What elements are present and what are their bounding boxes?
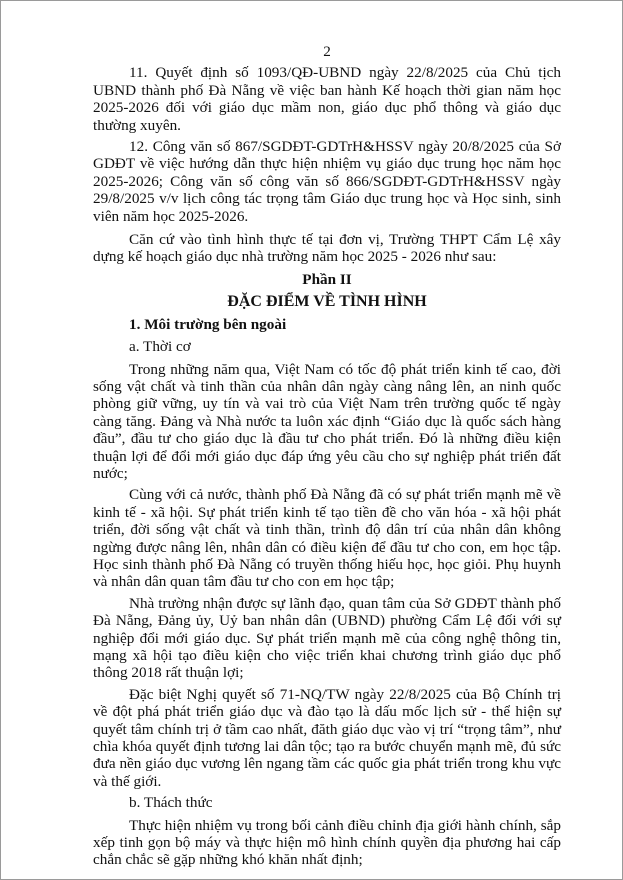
paragraph-opportunity-1: Trong những năm qua, Việt Nam có tốc độ phát triển kinh tế cao, đời sống vật chất và tinh thần của nhân dân ngày càng nâng lên, an ninh quốc phòng giữ vững, uy tín và vai trò của Việt Nam trên trường quốc tế ngày càng tăng. Đảng và Nhà nước ta luôn xác định “Giáo dục là quốc sách hàng đầu”, đầu tư cho giáo dục là đầu tư cho phát triển. Đó là những điều kiện thuận lợi để đổi mới giáo dục đáp ứng yêu cầu cho sự nghiệp phát triển đất nước; [93, 360, 561, 482]
paragraph-item-12: 12. Công văn số 867/SGDĐT-GDTrH&HSSV ngày 20/8/2025 của Sở GDĐT về việc hướng dẫn thực hiện nhiệm vụ giáo dục trung học năm học 2025-2026; Công văn số công văn số 866/SGDĐT-GDTrH&HSSV ngày 29/8/2025 v/v lịch công tác trọng tâm Giáo dục trung học và Học sinh, sinh viên năm học 2025-2026. [93, 138, 561, 225]
paragraph-item-11: 11. Quyết định số 1093/QĐ-UBND ngày 22/8/2025 của Chủ tịch UBND thành phố Đà Nẵng về việc ban hành Kế hoạch thời gian năm học 2025-2026 đối với giáo dục mầm non, giáo dục phổ thông và giáo dục thường xuyên. [93, 64, 561, 134]
part-title: Phần II [302, 270, 352, 288]
paragraph-opportunity-4: Đặc biệt Nghị quyết số 71-NQ/TW ngày 22/8/2025 của Bộ Chính trị về đột phá phát triển giáo dục và đào tạo là dấu mốc lịch sử - thể hiện sự quyết tâm chính trị ở tầm cao nhất, đăth giáo dục vào vị trí “trọng tâm”, như chìa khóa quyết định tương lai dân tộc; tạo ra bước chuyển mạnh mẽ, đủ sức đưa nền giáo dục vương lên ngang tầm các quốc gia phát triển trong khu vực và thế giới. [93, 685, 561, 790]
subsection-challenges: b. Thách thức [129, 794, 213, 812]
paragraph-challenge-1: Thực hiện nhiệm vụ trong bối cảnh điều chỉnh địa giới hành chính, sắp xếp tinh gọn bộ máy và thực hiện mô hình chính quyền địa phương hai cấp chắn chắc sẽ gặp những khó khăn nhất định; [93, 816, 561, 869]
page-content [93, 43, 561, 873]
paragraph-opportunity-3: Nhà trường nhận được sự lãnh đạo, quan tâm của Sở GDĐT thành phố Đà Nẵng, Đảng ủy, Uỷ ban nhân dân (UBND) phường Cẩm Lệ đối với sự nghiệp đổi mới giáo dục. Sự phát triển mạnh mẽ của công nghệ thông tin, mạng xã hội tạo điều kiện cho việc triển khai chương trình giáo dục phổ thông 2018 rất thuận lợi; [93, 594, 561, 682]
page-number: 2 [323, 43, 331, 60]
paragraph-opportunity-2: Cùng với cả nước, thành phố Đà Nẵng đã có sự phát triển mạnh mẽ về kinh tế - xã hội. Sự phát triển kinh tế tạo tiền đề cho văn hóa - xã hội phát triển, đời sống vật chất và tinh thần, trình độ dân trí của nhân dân không ngừng được nâng lên, nhân dân có điều kiện để đầu tư cho con, em học tập. Học sinh thành phố Đà Nẵng có truyền thống hiếu học, học giỏi. Phụ huynh và nhân dân quan tâm đầu tư cho con em học tập; [93, 486, 561, 591]
subsection-opportunities: a. Thời cơ [129, 338, 191, 356]
section-heading: 1. Môi trường bên ngoài [129, 315, 287, 333]
part-heading: ĐẶC ĐIỂM VỀ TÌNH HÌNH [227, 293, 427, 311]
paragraph-basis: Căn cứ vào tình hình thực tế tại đơn vị, Trường THPT Cẩm Lệ xây dựng kế hoạch giáo dục nhà trường năm học 2025 - 2026 như sau: [93, 231, 561, 266]
